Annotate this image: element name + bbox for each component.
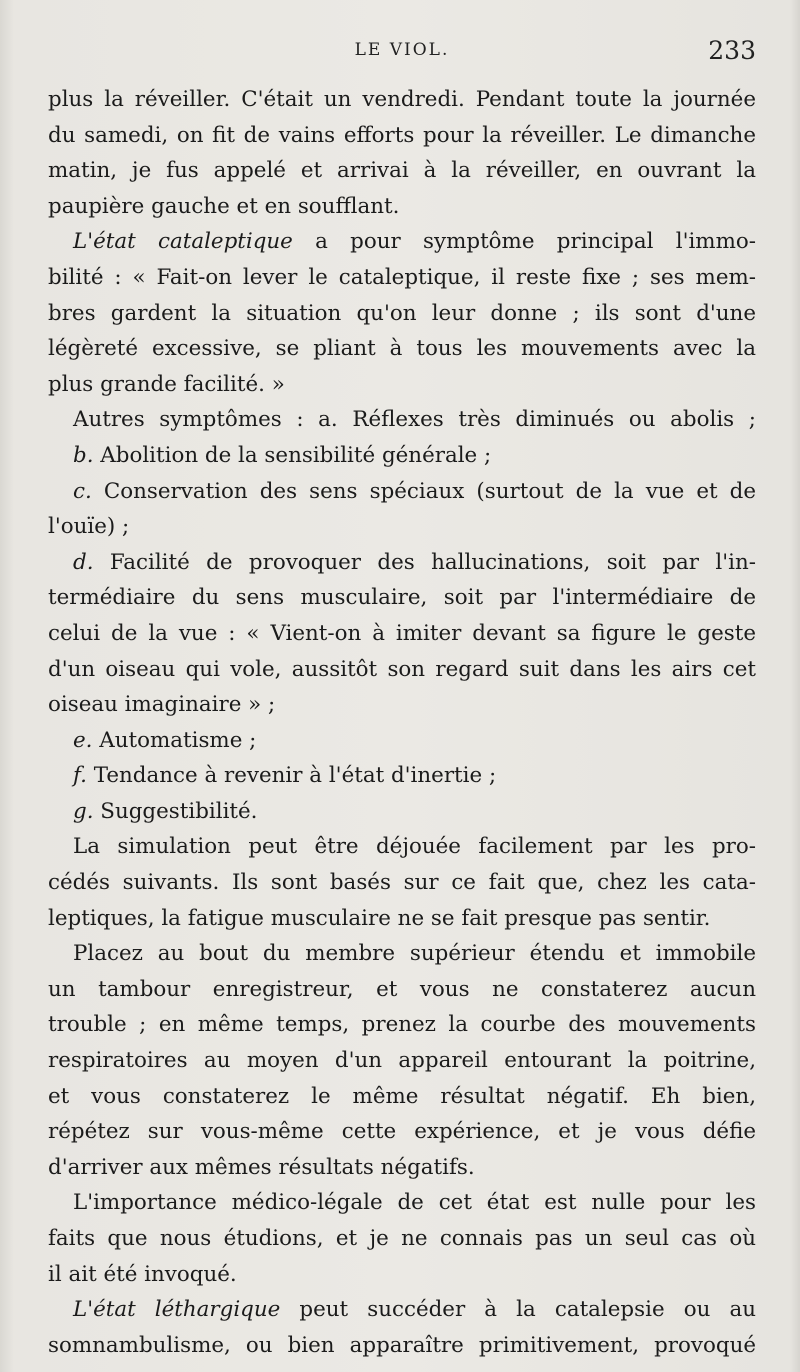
text-line: b. Abolition de la sensibilité générale ; [73, 442, 492, 468]
text-line: f. Tendance à revenir à l'état d'inertie ; [73, 763, 497, 789]
text-line: du samedi, on fit de vains efforts pour la réveiller. Le dimanche [48, 122, 756, 148]
text-line: il ait été invoqué. [48, 1261, 237, 1287]
text-line: d'un oiseau qui vole, aussitôt son regard suit dans les airs cet [48, 656, 756, 682]
text-line: cédés suivants. Ils sont basés sur ce fait que, chez les cata- [48, 870, 756, 896]
running-head: LE VIOL. [354, 40, 450, 60]
text-line: plus grande facilité. » [48, 371, 285, 397]
text-line: matin, je fus appelé et arrivai à la réveiller, en ouvrant la [48, 158, 756, 184]
text-line: Autres symptômes : a. Réflexes très diminués ou abolis ; [73, 407, 756, 433]
text-line: respiratoires au moyen d'un appareil entourant la poitrine, [48, 1048, 756, 1074]
text-line: trouble ; en même temps, prenez la courbe des mouvements [48, 1012, 756, 1038]
text-line: celui de la vue : « Vient-on à imiter devant sa figure le geste [48, 620, 756, 646]
text-line: g. Suggestibilité. [73, 798, 258, 824]
page-header [48, 36, 756, 72]
text-line: d'arriver aux mêmes résultats négatifs. [48, 1154, 475, 1180]
text-line: légèreté excessive, se pliant à tous les mouvements avec la [48, 336, 756, 362]
text-line: répétez sur vous-même cette expérience, et je vous défie [48, 1119, 756, 1145]
text-line: Placez au bout du membre supérieur étendu et immobile [73, 941, 756, 967]
text-line: bres gardent la situation qu'on leur donne ; ils sont d'une [48, 300, 756, 326]
text-line: un tambour enregistreur, et vous ne constaterez aucun [48, 976, 756, 1002]
body-text [48, 82, 756, 1363]
text-line: e. Automatisme ; [73, 727, 257, 753]
text-line: L'état léthargique peut succéder à la catalepsie ou au [73, 1297, 756, 1323]
text-line: et vous constaterez le même résultat négatif. Eh bien, [48, 1083, 756, 1109]
text-line: paupière gauche et en soufflant. [48, 193, 400, 219]
text-line: leptiques, la fatigue musculaire ne se fait presque pas sentir. [48, 905, 711, 931]
text-line: termédiaire du sens musculaire, soit par l'intermédiaire de [48, 585, 756, 611]
text-line: faits que nous étudions, et je ne connais pas un seul cas où [48, 1226, 756, 1251]
text-line: L'importance médico-légale de cet état est nulle pour les [73, 1190, 756, 1216]
text-line: oiseau imaginaire » ; [48, 692, 276, 718]
text-line: l'ouïe) ; [48, 514, 130, 540]
text-line: L'état cataleptique a pour symptôme principal l'immo- [73, 229, 756, 255]
text-line: c. Conservation des sens spéciaux (surtout de la vue et de [73, 478, 756, 504]
text-line: somnambulisme, ou bien apparaître primitivement, provoqué [48, 1332, 756, 1358]
page-number: 233 [708, 36, 756, 65]
text-line: d. Facilité de provoquer des hallucinations, soit par l'in- [73, 549, 756, 575]
text-line: La simulation peut être déjouée facilement par les pro- [73, 834, 756, 860]
text-line: bilité : « Fait-on lever le cataleptique, il reste fixe ; ses mem- [48, 264, 756, 290]
text-line: plus la réveiller. C'était un vendredi. Pendant toute la journée [48, 87, 756, 112]
